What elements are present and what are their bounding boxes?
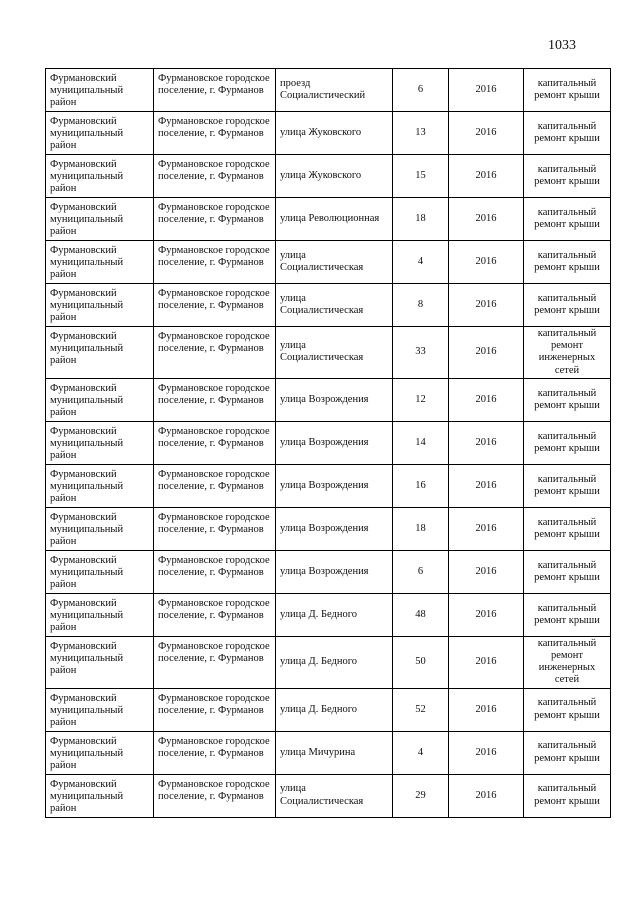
- settlement-cell: Фурмановское городское поселение, г. Фурманов: [154, 688, 276, 731]
- district-cell: Фурмановский муниципальный район: [46, 155, 154, 198]
- house-number-cell: 6: [393, 69, 449, 112]
- year-cell: 2016: [449, 688, 524, 731]
- house-number-cell: 4: [393, 241, 449, 284]
- street-cell: улица Жуковского: [276, 112, 393, 155]
- house-number-cell: 16: [393, 464, 449, 507]
- district-cell: Фурмановский муниципальный район: [46, 593, 154, 636]
- table-row: [46, 327, 611, 379]
- settlement-cell: Фурмановское городское поселение, г. Фурманов: [154, 507, 276, 550]
- street-cell: улица Революционная: [276, 198, 393, 241]
- district-cell: Фурмановский муниципальный район: [46, 550, 154, 593]
- house-number-cell: 6: [393, 550, 449, 593]
- year-cell: 2016: [449, 327, 524, 379]
- year-cell: 2016: [449, 198, 524, 241]
- district-cell: Фурмановский муниципальный район: [46, 636, 154, 688]
- house-number-cell: 18: [393, 507, 449, 550]
- table-row: [46, 636, 611, 688]
- work-type-cell: капитальный ремонт крыши: [524, 464, 611, 507]
- table-row: [46, 731, 611, 774]
- street-cell: улица Социалистическая: [276, 284, 393, 327]
- year-cell: 2016: [449, 155, 524, 198]
- settlement-cell: Фурмановское городское поселение, г. Фурманов: [154, 69, 276, 112]
- work-type-cell: капитальный ремонт крыши: [524, 112, 611, 155]
- work-type-cell: капитальный ремонт крыши: [524, 378, 611, 421]
- street-cell: улица Социалистическая: [276, 241, 393, 284]
- table-row: [46, 241, 611, 284]
- district-cell: Фурмановский муниципальный район: [46, 688, 154, 731]
- street-cell: улица Д. Бедного: [276, 688, 393, 731]
- house-number-cell: 8: [393, 284, 449, 327]
- table-row: [46, 155, 611, 198]
- table-row: [46, 421, 611, 464]
- table-body: [46, 69, 611, 818]
- settlement-cell: Фурмановское городское поселение, г. Фурманов: [154, 774, 276, 817]
- table-row: [46, 688, 611, 731]
- table-row: [46, 550, 611, 593]
- table-row: [46, 507, 611, 550]
- table-row: [46, 774, 611, 817]
- street-cell: улица Мичурина: [276, 731, 393, 774]
- district-cell: Фурмановский муниципальный район: [46, 731, 154, 774]
- work-type-cell: капитальный ремонт инженерных сетей: [524, 327, 611, 379]
- street-cell: улица Д. Бедного: [276, 593, 393, 636]
- house-number-cell: 48: [393, 593, 449, 636]
- street-cell: улица Жуковского: [276, 155, 393, 198]
- year-cell: 2016: [449, 69, 524, 112]
- settlement-cell: Фурмановское городское поселение, г. Фурманов: [154, 327, 276, 379]
- work-type-cell: капитальный ремонт крыши: [524, 507, 611, 550]
- year-cell: 2016: [449, 378, 524, 421]
- work-type-cell: капитальный ремонт крыши: [524, 69, 611, 112]
- street-cell: улица Возрождения: [276, 507, 393, 550]
- table-row: [46, 464, 611, 507]
- table-row: [46, 378, 611, 421]
- district-cell: Фурмановский муниципальный район: [46, 112, 154, 155]
- district-cell: Фурмановский муниципальный район: [46, 284, 154, 327]
- settlement-cell: Фурмановское городское поселение, г. Фурманов: [154, 241, 276, 284]
- work-type-cell: капитальный ремонт крыши: [524, 688, 611, 731]
- street-cell: улица Д. Бедного: [276, 636, 393, 688]
- work-type-cell: капитальный ремонт крыши: [524, 198, 611, 241]
- year-cell: 2016: [449, 636, 524, 688]
- street-cell: улица Возрождения: [276, 378, 393, 421]
- table-row: [46, 593, 611, 636]
- year-cell: 2016: [449, 112, 524, 155]
- page-number: 1033: [548, 38, 576, 53]
- district-cell: Фурмановский муниципальный район: [46, 507, 154, 550]
- district-cell: Фурмановский муниципальный район: [46, 327, 154, 379]
- settlement-cell: Фурмановское городское поселение, г. Фурманов: [154, 731, 276, 774]
- table-row: [46, 198, 611, 241]
- settlement-cell: Фурмановское городское поселение, г. Фурманов: [154, 112, 276, 155]
- table-row: [46, 112, 611, 155]
- house-number-cell: 12: [393, 378, 449, 421]
- street-cell: улица Социалистическая: [276, 327, 393, 379]
- house-number-cell: 18: [393, 198, 449, 241]
- house-number-cell: 50: [393, 636, 449, 688]
- repair-schedule-table: [45, 68, 611, 818]
- year-cell: 2016: [449, 731, 524, 774]
- work-type-cell: капитальный ремонт крыши: [524, 550, 611, 593]
- house-number-cell: 4: [393, 731, 449, 774]
- year-cell: 2016: [449, 241, 524, 284]
- work-type-cell: капитальный ремонт крыши: [524, 593, 611, 636]
- street-cell: проезд Социалистический: [276, 69, 393, 112]
- settlement-cell: Фурмановское городское поселение, г. Фурманов: [154, 636, 276, 688]
- street-cell: улица Возрождения: [276, 421, 393, 464]
- settlement-cell: Фурмановское городское поселение, г. Фурманов: [154, 155, 276, 198]
- year-cell: 2016: [449, 464, 524, 507]
- settlement-cell: Фурмановское городское поселение, г. Фурманов: [154, 550, 276, 593]
- settlement-cell: Фурмановское городское поселение, г. Фурманов: [154, 421, 276, 464]
- work-type-cell: капитальный ремонт крыши: [524, 155, 611, 198]
- work-type-cell: капитальный ремонт крыши: [524, 731, 611, 774]
- work-type-cell: капитальный ремонт крыши: [524, 421, 611, 464]
- year-cell: 2016: [449, 593, 524, 636]
- house-number-cell: 14: [393, 421, 449, 464]
- settlement-cell: Фурмановское городское поселение, г. Фурманов: [154, 593, 276, 636]
- district-cell: Фурмановский муниципальный район: [46, 198, 154, 241]
- house-number-cell: 29: [393, 774, 449, 817]
- house-number-cell: 33: [393, 327, 449, 379]
- work-type-cell: капитальный ремонт крыши: [524, 241, 611, 284]
- year-cell: 2016: [449, 284, 524, 327]
- settlement-cell: Фурмановское городское поселение, г. Фурманов: [154, 378, 276, 421]
- year-cell: 2016: [449, 774, 524, 817]
- work-type-cell: капитальный ремонт инженерных сетей: [524, 636, 611, 688]
- year-cell: 2016: [449, 507, 524, 550]
- work-type-cell: капитальный ремонт крыши: [524, 284, 611, 327]
- district-cell: Фурмановский муниципальный район: [46, 774, 154, 817]
- settlement-cell: Фурмановское городское поселение, г. Фурманов: [154, 198, 276, 241]
- year-cell: 2016: [449, 421, 524, 464]
- house-number-cell: 15: [393, 155, 449, 198]
- district-cell: Фурмановский муниципальный район: [46, 464, 154, 507]
- district-cell: Фурмановский муниципальный район: [46, 421, 154, 464]
- house-number-cell: 13: [393, 112, 449, 155]
- district-cell: Фурмановский муниципальный район: [46, 378, 154, 421]
- district-cell: Фурмановский муниципальный район: [46, 241, 154, 284]
- table-row: [46, 69, 611, 112]
- settlement-cell: Фурмановское городское поселение, г. Фурманов: [154, 464, 276, 507]
- house-number-cell: 52: [393, 688, 449, 731]
- street-cell: улица Возрождения: [276, 550, 393, 593]
- street-cell: улица Возрождения: [276, 464, 393, 507]
- table-row: [46, 284, 611, 327]
- settlement-cell: Фурмановское городское поселение, г. Фурманов: [154, 284, 276, 327]
- district-cell: Фурмановский муниципальный район: [46, 69, 154, 112]
- work-type-cell: капитальный ремонт крыши: [524, 774, 611, 817]
- year-cell: 2016: [449, 550, 524, 593]
- street-cell: улица Социалистическая: [276, 774, 393, 817]
